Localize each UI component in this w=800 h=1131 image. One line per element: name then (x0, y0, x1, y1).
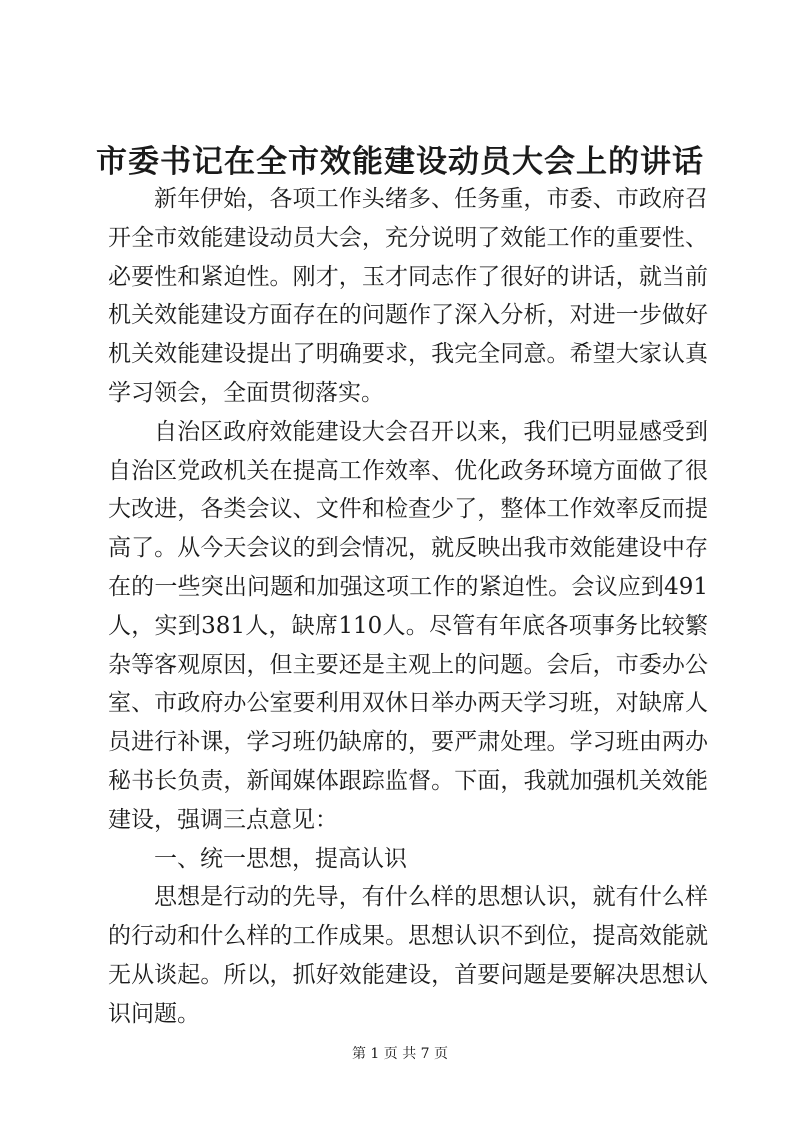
paragraph-intro: 新年伊始，各项工作头绪多、任务重，市委、市政府召开全市效能建设动员大会，充分说明了效能工作的重要性、必要性和紧迫性。刚才，玉才同志作了很好的讲话，就当前机关效能建设方面存在的问题作了深入分析，对进一步做好机关效能建设提出了明确要求，我完全同意。希望大家认真学习领会，全面贯彻落实。 (108, 186, 708, 406)
document-body (108, 180, 708, 1034)
page-footer: 第 1 页 共 7 页 (351, 1046, 449, 1062)
document-title: 市委书记在全市效能建设动员大会上的讲话 (96, 144, 704, 180)
paragraph-attendance: 自治区政府效能建设大会召开以来，我们已明显感受到自治区党政机关在提高工作效率、优化政务环境方面做了很大改进，各类会议、文件和检查少了，整体工作效率反而提高了。从今天会议的到会情况，就反映出我市效能建设中存在的一些突出问题和加强这项工作的紧迫性。会议应到491人，实到381人，缺席110人。尽管有年底各项事务比较繁杂等客观原因，但主要还是主观上的问题。会后，市委办公室、市政府办公室要利用双休日举办两天学习班，对缺席人员进行补课，学习班仍缺席的，要严肃处理。学习班由两办秘书长负责，新闻媒体跟踪监督。下面，我就加强机关效能建设，强调三点意见： (108, 418, 708, 833)
paragraph-thinking: 思想是行动的先导，有什么样的思想认识，就有什么样的行动和什么样的工作成果。思想认识不到位，提高效能就无从谈起。所以，抓好效能建设，首要问题是要解决思想认识问题。 (108, 884, 708, 1027)
section-heading-1: 一、统一思想，提高认识 (154, 845, 407, 872)
